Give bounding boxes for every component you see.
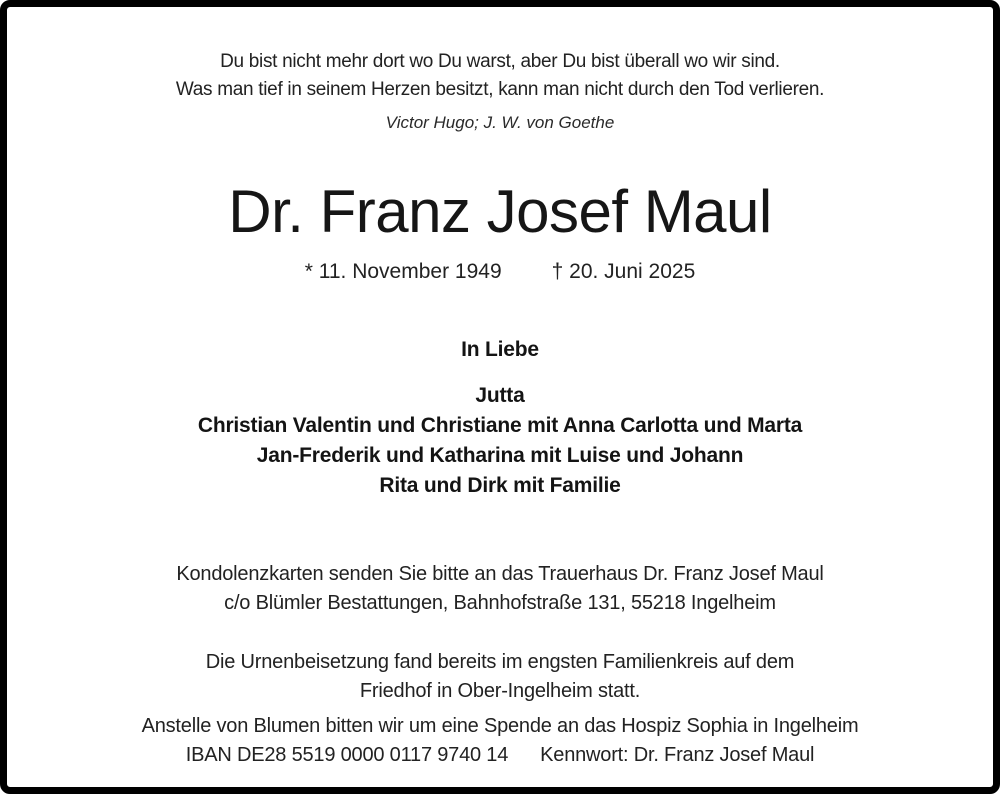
- burial-info: [7, 648, 993, 706]
- burial-line-1: Die Urnenbeisetzung fand bereits im engsten Familienkreis auf dem: [205, 651, 795, 673]
- mourner-line: Jutta: [475, 384, 525, 407]
- quote-attribution: Victor Hugo; J. W. von Goethe: [385, 113, 615, 132]
- mourner-line: Rita und Dirk mit Familie: [379, 474, 621, 497]
- burial-line-2: Friedhof in Ober-Ingelheim statt.: [359, 680, 641, 702]
- quote-line-2: Was man tief in seinem Herzen besitzt, kann man nicht durch den Tod verlieren.: [175, 79, 825, 100]
- donation-keyword: Kennwort: Dr. Franz Josef Maul: [540, 744, 815, 766]
- closing-phrase: In Liebe: [461, 338, 539, 361]
- death-date: † 20. Juni 2025: [551, 260, 696, 283]
- donation-info: [7, 712, 993, 770]
- donation-line-2: [7, 741, 993, 770]
- donation-iban: IBAN DE28 5519 0000 0117 9740 14: [185, 744, 509, 766]
- deceased-name: Dr. Franz Josef Maul: [228, 178, 772, 245]
- life-dates: [7, 258, 993, 286]
- birth-date: * 11. November 1949: [304, 260, 502, 283]
- mourners-list: [7, 381, 993, 501]
- condolence-line-2: c/o Blümler Bestattungen, Bahnhofstraße 131, 55218 Ingelheim: [224, 592, 776, 614]
- donation-line-1: Anstelle von Blumen bitten wir um eine Spende an das Hospiz Sophia in Ingelheim: [141, 715, 859, 737]
- opening-quote: [7, 48, 993, 104]
- mourner-line: Jan-Frederik und Katharina mit Luise und Johann: [256, 444, 744, 467]
- quote-line-1: Du bist nicht mehr dort wo Du warst, aber Du bist überall wo wir sind.: [220, 51, 780, 72]
- condolence-line-1: Kondolenzkarten senden Sie bitte an das Trauerhaus Dr. Franz Josef Maul: [176, 563, 824, 585]
- condolence-info: [7, 560, 993, 618]
- mourner-line: Christian Valentin und Christiane mit Anna Carlotta und Marta: [197, 414, 803, 437]
